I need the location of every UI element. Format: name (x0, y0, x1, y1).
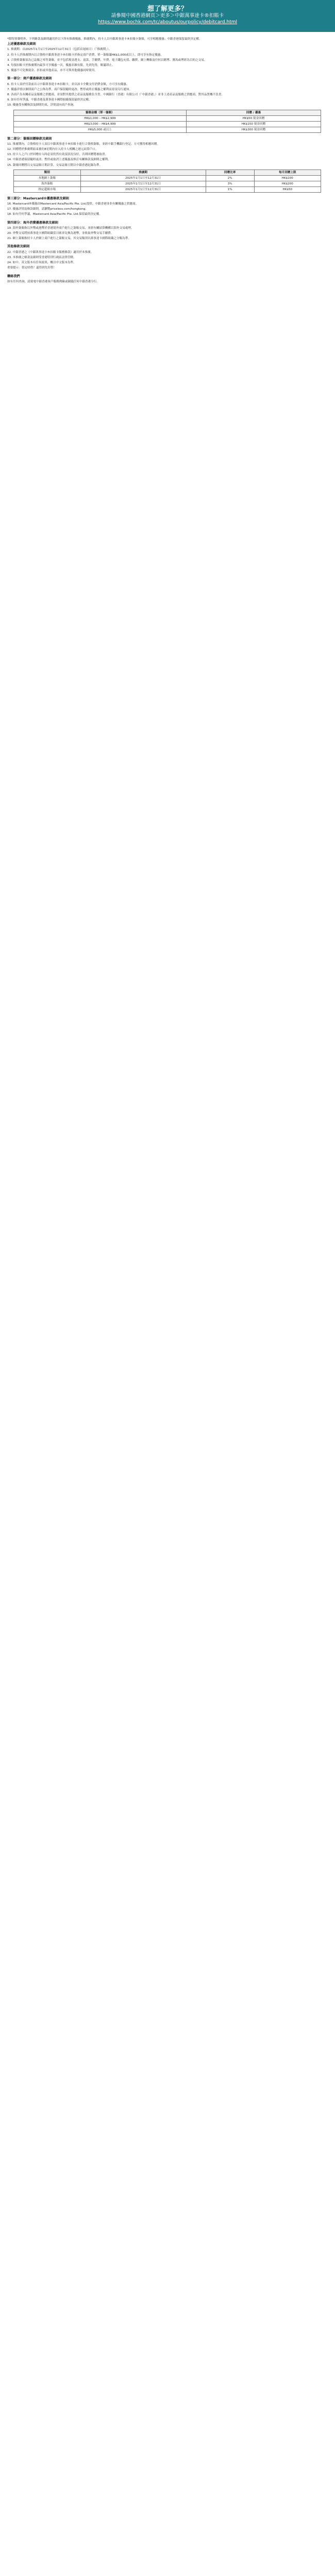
term-item: 2. 持卡人於推廣期內以合資格中銀萬事達卡®扣賬卡於指定商戶消費，單一簽賬滿HK$1,000或以上，即可享有指定優惠。 (7, 53, 164, 57)
table-cell: 本地網上簽賬 (14, 175, 81, 181)
term-item: 4. 每張扣賬卡於推廣期內最多可享優惠一次。優惠名額有限，先到先得，額滿即止。 (7, 64, 115, 67)
term-item: 14. 中銀香港保留隨時更改、暫停或取消上述優惠及修訂有關條款及細則之權利。 (7, 158, 111, 162)
table-cell: HK$3,000 – HK$4,999 (14, 121, 187, 127)
term-item: 19. 海外簽賬指以外幣或港幣於香港境外商戶進行之簽賬交易，並經有關結算機構以海外交易處理。 (7, 226, 134, 230)
table-cell: HK$5,000 或以上 (14, 127, 187, 132)
term-item: 18. 如有任何爭議，Mastercard Asia/Pacific Pte. Ltd.保留最終決定權。 (7, 213, 102, 216)
term-item: 重要提示：借定唔借？還得到先好借！ (7, 266, 57, 270)
table-cell: HK$50 (254, 187, 321, 192)
term-item: 9. 如有任何爭議，中銀香港及萬事達卡國際組織保留最終決定權。 (7, 98, 92, 102)
table-header-cell: 推廣期 (80, 170, 206, 175)
term-item: 7. 優惠詳情以個別商戶之公佈為準。商戶保留隨時更改、暫停或終止優惠之權利而毋須另行通知。 (7, 88, 132, 91)
table-header-cell: 回贈 / 優惠 (186, 110, 321, 115)
table-row (14, 175, 321, 181)
header-title: 想了解更多？ (147, 5, 188, 13)
table-header-cell: 簽賬金額（單一簽賬） (14, 110, 187, 115)
terms-section (7, 221, 328, 241)
term-item: 24. 如中、英文版本有任何歧異，概以中文版本為準。 (7, 261, 76, 265)
table-row (14, 121, 321, 127)
table-header-cell: 類別 (14, 170, 81, 175)
table-cell: 海外簽賬 (14, 181, 81, 187)
terms-section (7, 245, 328, 270)
terms-section (7, 77, 328, 132)
table-cell: 2% (206, 175, 254, 181)
term-item: 22. 中銀香港之《中銀萬事達卡®扣賬卡服務條款》適用於本推廣。 (7, 250, 94, 254)
table-header-cell: 每月回贈上限 (254, 170, 321, 175)
term-item: 3. 合資格簽賬須為已誌賬之零售簽賬，並不包括現金透支、退款、手續費、年費、電子錢包充值、繳費、網上轉賬及任何以賭博、賽馬或博彩為目的之交易。 (7, 58, 207, 62)
table-cell: HK$300 現金回贈 (186, 127, 321, 132)
section-title: 第三部分：Mastercard®優惠條款及細則 (7, 196, 69, 200)
term-item: 16. Mastercard®優惠由Mastercard Asia/Pacific Pte. Ltd.提供。中銀香港並非有關優惠之供應商。 (7, 202, 139, 206)
term-item: 如有任何查詢，請致電中銀香港客戶服務熱線或親臨任何中銀香港分行。 (7, 280, 100, 283)
table-cell: HK$200 (254, 181, 321, 187)
header-link[interactable]: https://www.bochk.com/tc/aboutus/ourpolicy/debitcard.html (98, 20, 237, 25)
intro-paragraph: *除特別聲明外，下列條款及細則適用於以下所有推廣優惠。推廣期內，持卡人以中銀萬事達卡®扣賬卡簽賬，可享相應優惠；中銀香港保留最終決定權。 (7, 38, 202, 41)
terms-section (7, 42, 328, 73)
term-item: 23. 本推廣之條款及細則受香港特別行政區法律管轄。 (7, 256, 76, 259)
term-item: 20. 外幣交易將按萬事達卡國際組織當日匯率兌換為港幣，並收取外幣交易手續費。 (7, 232, 114, 235)
term-item: 1. 推廣期：由2025年1月1日至2025年12月31日（包括首尾兩日）（「推廣期」）。 (7, 48, 112, 52)
term-item: 6. 持卡人須於付款前出示中銀萬事達卡®扣賬卡，並以該卡全數支付消費金額，方可享有優惠。 (7, 82, 129, 86)
table-cell: 2025年1月1日至12月31日 (80, 181, 206, 187)
table-header-cell: 回贈比率 (206, 170, 254, 175)
header-subtitle: 請參閱中國香港網頁＞更多＞中銀萬事達卡®扣賬卡 (111, 13, 224, 19)
page-header (0, 0, 335, 32)
table-cell: 指定超級市場 (14, 187, 81, 192)
section-title: 第四部分：海外消費優惠條款及細則 (7, 221, 58, 225)
terms-section (7, 137, 328, 193)
terms-section (7, 197, 328, 217)
term-item: 12. 回贈將於推廣期結束後約8星期內存入持卡人相關之港元結算戶口。 (7, 148, 98, 151)
section-title: 第二部分：簽賬回贈條款及細則 (7, 137, 52, 141)
section-title: 其他條款及細則 (7, 245, 30, 249)
table-row (14, 127, 321, 132)
section-title: 第一部分：商戶優惠條款及細則 (7, 77, 52, 81)
table-cell: HK$150 現金回贈 (186, 121, 321, 127)
terms-section (7, 275, 328, 284)
table-cell: HK$100 (254, 175, 321, 181)
term-item: 11. 推廣期內，合資格持卡人須以中銀萬事達卡®扣賬卡進行合資格簽賬，並經中銀手機銀行登記，方可獲得相應回贈。 (7, 142, 160, 146)
terms-sections (7, 42, 328, 284)
table-cell: 2025年1月1日至12月31日 (80, 175, 206, 181)
table-cell: 3% (206, 181, 254, 187)
table-row (14, 181, 321, 187)
terms-table (13, 170, 321, 193)
terms-table (13, 110, 321, 133)
intro-section (7, 37, 328, 41)
term-item: 8. 各商戶為有關產品及服務之供應商，並須對其提供之產品及服務負全責。中國銀行（香港）有限公司（「中銀香港」）並非上述產品及服務之供應商，對其品質概不負責。 (7, 93, 225, 97)
terms-content (7, 37, 328, 2576)
table-cell: 1% (206, 187, 254, 192)
table-cell: HK$1,000 – HK$2,999 (14, 115, 187, 121)
term-item: 15. 簽賬回贈將以交易誌賬日期計算，交易誌賬日期以中銀香港紀錄為準。 (7, 163, 103, 167)
table-row (14, 187, 321, 192)
term-item: 13. 持卡人之戶口於回贈存入時必須仍然有效及狀況良好，否則回贈將被取消。 (7, 153, 108, 157)
section-title: 聯絡我們 (7, 274, 20, 278)
term-item: 21. 網上簽賬指持卡人於網上商戶進行之簽賬交易，其交易類別以萬事達卡國際組織之分類為準。 (7, 237, 131, 241)
table-cell: 2025年1月1日至12月31日 (80, 187, 206, 192)
term-item: 5. 優惠不可兌換現金、折扣或其他產品，亦不可與其他優惠同時使用。 (7, 69, 97, 73)
table-row (14, 115, 321, 121)
table-cell: HK$50 現金回贈 (186, 115, 321, 121)
term-item: 10. 優惠受有關條款及細則約束，詳情請向商戶查詢。 (7, 104, 76, 107)
term-item: 17. 優惠詳情及條款細則，請瀏覽priceless.com/hongkong。 (7, 208, 88, 211)
section-title: 上述優惠條款及細則 (7, 42, 36, 46)
